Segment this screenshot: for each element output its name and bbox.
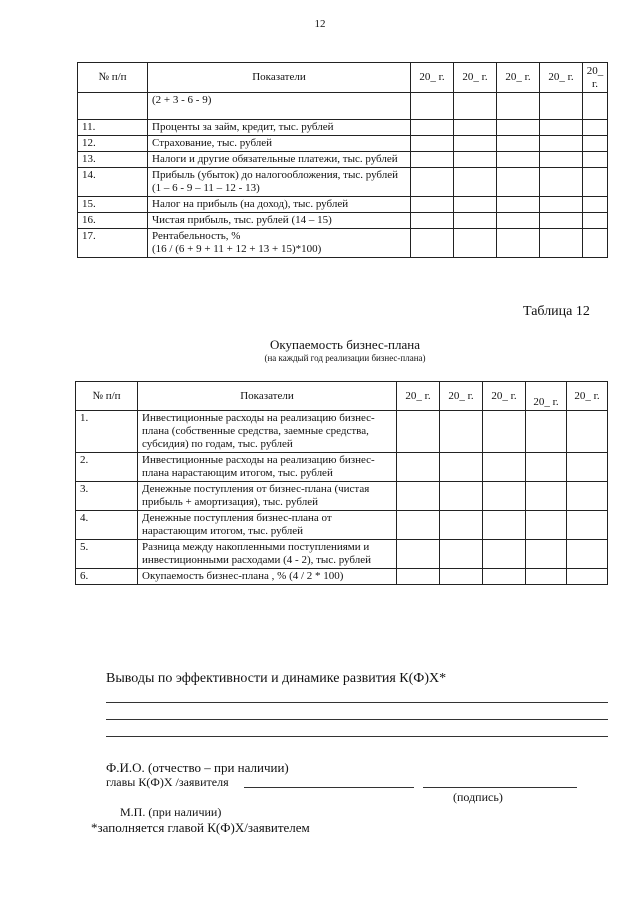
row-label: Прибыль (убыток) до налогообложения, тыс. рублей (1 – 6 - 9 – 11 – 12 - 13) [148, 168, 411, 197]
value-cell [583, 120, 608, 136]
value-cell [526, 540, 567, 569]
value-cell [440, 411, 483, 453]
table-row [76, 411, 608, 453]
value-cell [397, 411, 440, 453]
table-header-row [78, 63, 608, 93]
value-cell [583, 168, 608, 197]
row-label: Окупаемость бизнес-плана , % (4 / 2 * 100) [138, 569, 397, 585]
row-number: 14. [78, 168, 148, 197]
table-row [76, 540, 608, 569]
table-header-row [76, 382, 608, 411]
payback-table [75, 381, 608, 585]
table-row [78, 197, 608, 213]
value-cell [540, 197, 583, 213]
table-row [76, 482, 608, 511]
row-label: Инвестиционные расходы на реализацию бизнес-плана (собственные средства, заемные средства, субсидия) по годам, тыс. рублей [138, 411, 397, 453]
value-cell [483, 511, 526, 540]
table-row [78, 213, 608, 229]
value-cell [483, 411, 526, 453]
row-label: Инвестиционные расходы на реализацию бизнес-плана нарастающим итогом, тыс. рублей [138, 453, 397, 482]
value-cell [454, 120, 497, 136]
row-label: Денежные поступления от бизнес-плана (чистая прибыль + амортизация), тыс. рублей [138, 482, 397, 511]
value-cell [397, 511, 440, 540]
row-number [78, 93, 148, 120]
row-number: 4. [76, 511, 138, 540]
value-cell [454, 229, 497, 258]
row-number: 16. [78, 213, 148, 229]
value-cell [483, 540, 526, 569]
value-cell [497, 168, 540, 197]
value-cell [526, 453, 567, 482]
value-cell [411, 93, 454, 120]
header-cell: 20_ г. [497, 63, 540, 93]
value-cell [583, 197, 608, 213]
header-cell: Показатели [138, 382, 397, 411]
page-number: 12 [314, 18, 326, 30]
row-label: Разница между накопленными поступлениями и инвестиционными расходами (4 - 2), тыс. рублей [138, 540, 397, 569]
row-number: 5. [76, 540, 138, 569]
value-cell [440, 540, 483, 569]
row-number: 3. [76, 482, 138, 511]
header-cell: 20_ г. [540, 63, 583, 93]
table-row [78, 168, 608, 197]
value-cell [454, 152, 497, 168]
value-cell [483, 453, 526, 482]
header-cell: № п/п [76, 382, 138, 411]
value-cell [583, 93, 608, 120]
header-cell: № п/п [78, 63, 148, 93]
value-cell [483, 482, 526, 511]
row-label: (2 + 3 - 6 - 9) [148, 93, 411, 120]
table-row [78, 93, 608, 120]
row-number: 11. [78, 120, 148, 136]
value-cell [583, 152, 608, 168]
conclusions-line[interactable] [106, 719, 608, 720]
table-subtitle: (на каждый год реализации бизнес-плана) [264, 353, 426, 363]
value-cell [526, 411, 567, 453]
value-cell [397, 453, 440, 482]
row-number: 12. [78, 136, 148, 152]
value-cell [497, 93, 540, 120]
value-cell [567, 569, 608, 585]
value-cell [567, 411, 608, 453]
value-cell [411, 229, 454, 258]
value-cell [540, 168, 583, 197]
value-cell [411, 197, 454, 213]
value-cell [454, 93, 497, 120]
table-row [78, 120, 608, 136]
value-cell [397, 540, 440, 569]
value-cell [497, 120, 540, 136]
signature-name-label: Ф.И.О. (отчество – при наличии) [106, 760, 289, 775]
value-cell [397, 569, 440, 585]
table-row [76, 453, 608, 482]
value-cell [411, 213, 454, 229]
value-cell [497, 229, 540, 258]
header-cell: 20_ г. [526, 382, 567, 411]
value-cell [454, 168, 497, 197]
stamp-label: М.П. (при наличии) [120, 805, 222, 819]
row-number: 15. [78, 197, 148, 213]
value-cell [583, 229, 608, 258]
row-number: 1. [76, 411, 138, 453]
table-row [78, 136, 608, 152]
row-number: 2. [76, 453, 138, 482]
signature-caption: (подпись) [453, 790, 503, 804]
conclusions-heading: Выводы по эффективности и динамике развития К(Ф)Х* [106, 671, 447, 686]
value-cell [540, 93, 583, 120]
row-number: 6. [76, 569, 138, 585]
header-cell: 20_ г. [583, 63, 608, 93]
value-cell [440, 511, 483, 540]
financial-results-table [77, 62, 608, 258]
signature-role-label: главы К(Ф)Х /заявителя [106, 775, 229, 789]
value-cell [440, 482, 483, 511]
table-row [78, 229, 608, 258]
value-cell [497, 152, 540, 168]
header-cell: 20_ г. [567, 382, 608, 411]
value-cell [411, 120, 454, 136]
value-cell [540, 213, 583, 229]
value-cell [454, 136, 497, 152]
header-cell: 20_ г. [483, 382, 526, 411]
value-cell [411, 168, 454, 197]
value-cell [526, 511, 567, 540]
value-cell [567, 511, 608, 540]
value-cell [567, 540, 608, 569]
table-row [76, 569, 608, 585]
row-label: Проценты за займ, кредит, тыс. рублей [148, 120, 411, 136]
row-label: Налог на прибыль (на доход), тыс. рублей [148, 197, 411, 213]
value-cell [440, 569, 483, 585]
table-row [78, 152, 608, 168]
header-cell: 20_ г. [411, 63, 454, 93]
value-cell [497, 136, 540, 152]
value-cell [411, 136, 454, 152]
value-cell [497, 197, 540, 213]
value-cell [540, 120, 583, 136]
value-cell [583, 136, 608, 152]
row-label: Страхование, тыс. рублей [148, 136, 411, 152]
value-cell [540, 136, 583, 152]
header-cell: 20_ г. [440, 382, 483, 411]
row-number: 17. [78, 229, 148, 258]
value-cell [567, 453, 608, 482]
value-cell [454, 213, 497, 229]
signature-line[interactable] [423, 787, 577, 788]
footnote: *заполняется главой К(Ф)Х/заявителем [91, 820, 310, 835]
value-cell [540, 152, 583, 168]
value-cell [483, 569, 526, 585]
name-signature-line[interactable] [244, 787, 414, 788]
table-row [76, 511, 608, 540]
conclusions-line[interactable] [106, 702, 608, 703]
value-cell [526, 482, 567, 511]
header-cell: 20_ г. [397, 382, 440, 411]
value-cell [397, 482, 440, 511]
conclusions-line[interactable] [106, 736, 608, 737]
value-cell [454, 197, 497, 213]
value-cell [411, 152, 454, 168]
row-number: 13. [78, 152, 148, 168]
row-label: Налоги и другие обязательные платежи, тыс. рублей [148, 152, 411, 168]
row-label: Денежные поступления бизнес-плана от нарастающим итогом, тыс. рублей [138, 511, 397, 540]
row-label: Чистая прибыль, тыс. рублей (14 – 15) [148, 213, 411, 229]
table-title: Окупаемость бизнес-плана [270, 337, 420, 352]
value-cell [497, 213, 540, 229]
value-cell [440, 453, 483, 482]
row-label: Рентабельность, % (16 / (6 + 9 + 11 + 12 + 13 + 15)*100) [148, 229, 411, 258]
value-cell [526, 569, 567, 585]
value-cell [583, 213, 608, 229]
table-number-label: Таблица 12 [523, 304, 590, 319]
header-cell: Показатели [148, 63, 411, 93]
value-cell [567, 482, 608, 511]
value-cell [540, 229, 583, 258]
header-cell: 20_ г. [454, 63, 497, 93]
